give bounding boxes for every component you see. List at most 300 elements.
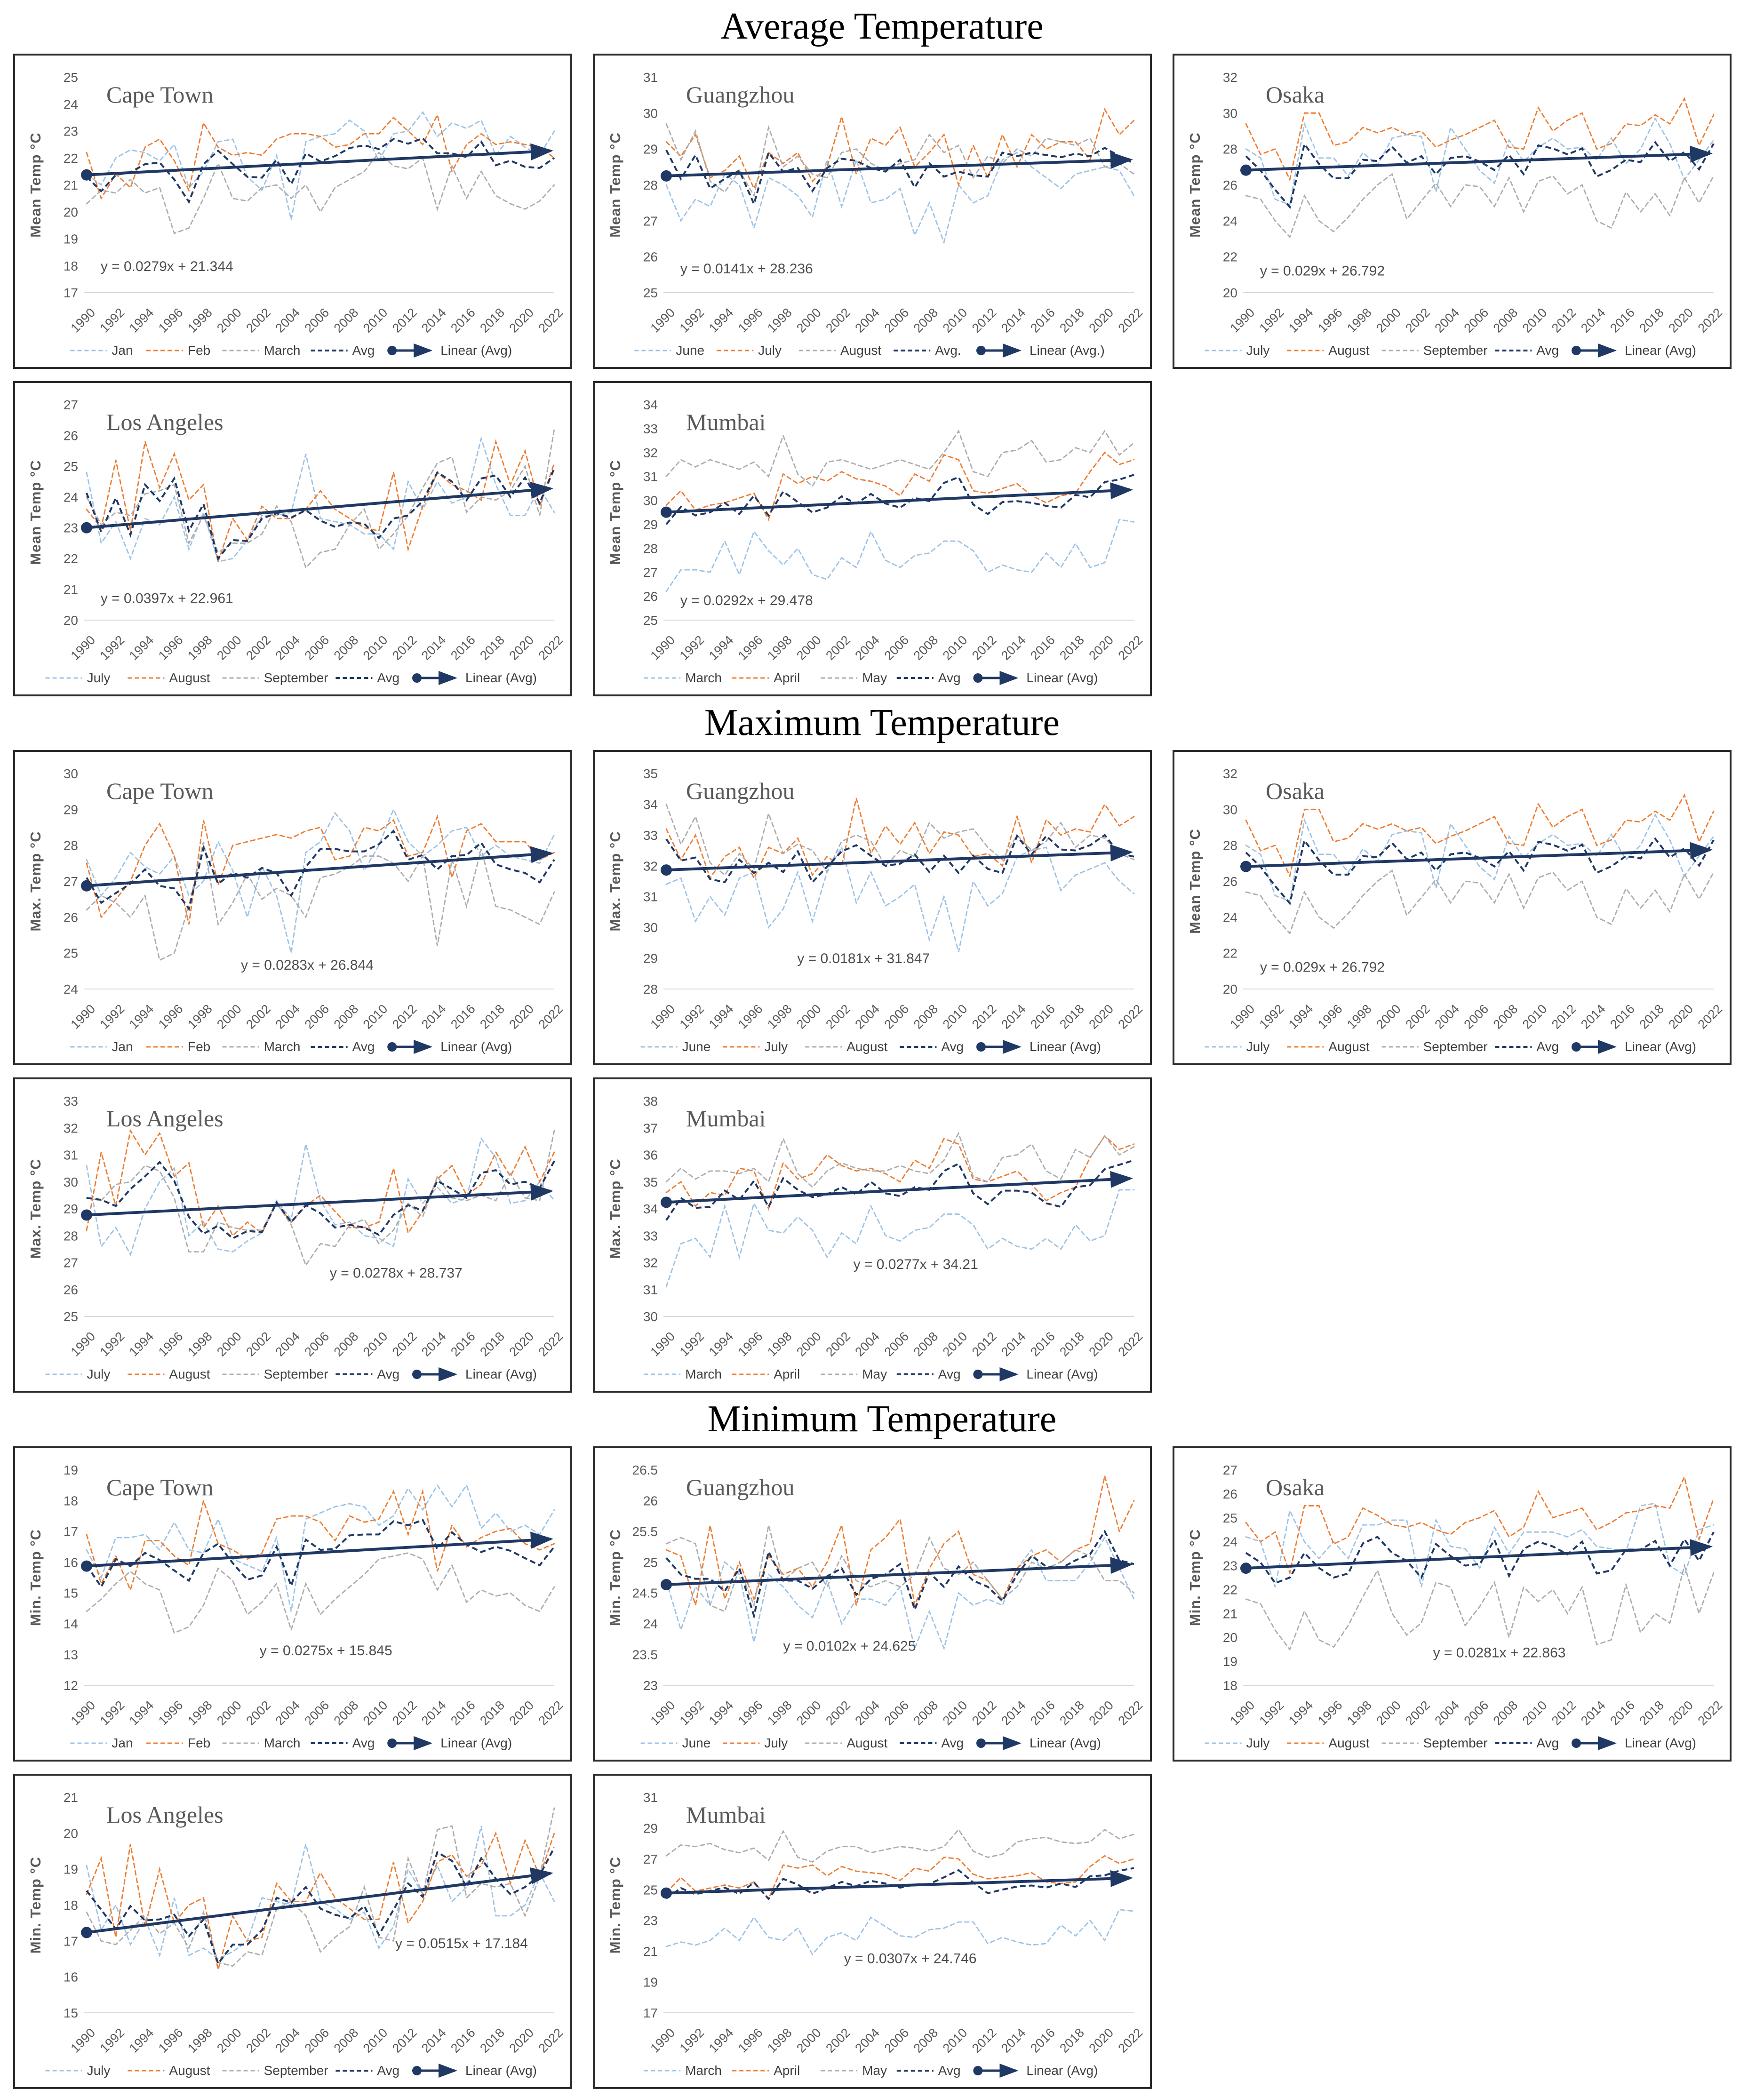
x-tick-label: 2014 — [998, 1002, 1029, 1032]
legend-label: June — [682, 1039, 711, 1054]
y-tick-label: 30 — [63, 766, 78, 781]
x-tick-label: 2012 — [389, 1002, 420, 1032]
x-tick-label: 2016 — [1028, 2025, 1058, 2056]
y-tick-label: 26 — [1222, 1486, 1237, 1501]
y-axis-label: Max. Temp °C — [27, 1158, 44, 1259]
x-tick-label: 2004 — [1432, 1002, 1462, 1032]
legend-label: September — [263, 670, 328, 685]
y-tick-label: 24 — [63, 982, 78, 997]
x-tick-label: 1998 — [765, 1329, 795, 1359]
y-tick-label: 38 — [643, 1094, 658, 1108]
trend-start-dot — [661, 1888, 672, 1899]
y-tick-label: 27 — [643, 1851, 658, 1866]
chart-svg-avg-cape-town — [15, 56, 570, 367]
x-tick-label: 2000 — [214, 2025, 244, 2056]
y-tick-label: 20 — [63, 1826, 78, 1841]
y-tick-label: 20 — [1222, 286, 1237, 300]
legend-label: Avg — [938, 670, 961, 685]
chart-title: Guangzhou — [686, 778, 795, 804]
legend-label: Linear (Avg) — [1625, 1736, 1697, 1750]
chart-max-osaka — [1173, 750, 1732, 1065]
x-tick-label: 2010 — [940, 305, 970, 335]
chart-svg-max-guangzhou — [595, 752, 1150, 1063]
x-tick-label: 2018 — [1057, 2025, 1087, 2056]
series-line-september — [87, 1131, 554, 1265]
y-tick-label: 32 — [1222, 70, 1237, 85]
x-tick-label: 2012 — [969, 1329, 999, 1359]
x-tick-label: 2022 — [535, 1329, 566, 1359]
x-tick-label: 2008 — [910, 1698, 941, 1728]
y-tick-label: 27 — [63, 398, 78, 412]
chart-svg-max-osaka — [1174, 752, 1730, 1063]
legend-label: Avg — [377, 1367, 400, 1381]
legend-label: July — [764, 1039, 788, 1054]
x-tick-label: 1994 — [706, 1329, 736, 1359]
x-tick-label: 2014 — [998, 2025, 1029, 2056]
chart-svg-min-los-angeles — [15, 1776, 570, 2087]
legend-label: Avg — [941, 1039, 964, 1054]
chart-avg-los-angeles — [13, 381, 572, 696]
legend-label: Avg — [352, 1039, 375, 1054]
trend-start-dot — [81, 169, 92, 181]
x-tick-label: 2014 — [419, 2025, 449, 2056]
legend-label: Jan — [112, 343, 133, 358]
y-tick-label: 33 — [643, 828, 658, 843]
legend-label: July — [87, 2063, 111, 2078]
x-tick-label: 2002 — [243, 1329, 273, 1359]
x-tick-label: 2000 — [214, 1698, 244, 1728]
y-axis-label: Min. Temp °C — [27, 1529, 44, 1627]
legend-label: April — [774, 1367, 800, 1381]
x-tick-label: 2012 — [389, 1698, 420, 1728]
y-tick-label: 23 — [643, 1913, 658, 1928]
legend-label: Feb — [188, 1039, 211, 1054]
x-tick-label: 1990 — [68, 1698, 98, 1728]
y-tick-label: 35 — [643, 766, 658, 781]
y-axis-label: Mean Temp °C — [27, 460, 44, 565]
trend-equation: y = 0.0277x + 34.21 — [853, 1257, 978, 1273]
y-tick-label: 27 — [643, 565, 658, 580]
y-axis-label: Mean Temp °C — [607, 132, 623, 238]
y-tick-label: 37 — [643, 1121, 658, 1136]
y-tick-label: 28 — [643, 982, 658, 997]
y-tick-label: 21 — [63, 1790, 78, 1805]
x-tick-label: 2016 — [1028, 1002, 1058, 1032]
x-tick-label: 1992 — [677, 305, 707, 335]
y-tick-label: 30 — [643, 920, 658, 935]
chart-avg-cape-town — [13, 54, 572, 369]
x-tick-label: 1992 — [677, 1002, 707, 1032]
x-tick-label: 2018 — [477, 1698, 507, 1728]
legend-label: April — [774, 2063, 800, 2078]
y-tick-label: 28 — [643, 178, 658, 192]
legend-label: Linear (Avg) — [1625, 1039, 1697, 1054]
x-tick-label: 1994 — [706, 2025, 736, 2056]
y-tick-label: 16 — [63, 1555, 78, 1570]
x-tick-label: 2008 — [1490, 1698, 1521, 1728]
series-line-march — [666, 1910, 1134, 1954]
x-tick-label: 1992 — [1256, 305, 1287, 335]
y-tick-label: 28 — [63, 838, 78, 853]
trend-start-dot — [81, 1561, 92, 1572]
chart-svg-max-los-angeles — [15, 1079, 570, 1391]
x-tick-label: 1990 — [647, 1002, 678, 1032]
x-tick-label: 1994 — [126, 1698, 157, 1728]
x-tick-label: 2020 — [506, 1329, 537, 1359]
x-tick-label: 1990 — [647, 2025, 678, 2056]
x-tick-label: 2006 — [1461, 1698, 1492, 1728]
x-tick-label: 2002 — [1403, 1698, 1433, 1728]
x-tick-label: 1998 — [765, 1002, 795, 1032]
series-line-avg — [87, 468, 554, 558]
chart-svg-max-cape-town — [15, 752, 570, 1063]
legend-label: August — [169, 2063, 210, 2078]
y-axis-label: Mean Temp °C — [1187, 132, 1203, 238]
x-tick-label: 1998 — [185, 1698, 215, 1728]
x-tick-label: 2020 — [506, 1002, 537, 1032]
x-tick-label: 2000 — [214, 633, 244, 663]
x-tick-label: 2016 — [448, 1002, 478, 1032]
y-tick-label: 16 — [63, 1969, 78, 1985]
series-line-march — [87, 152, 554, 233]
chart-title: Guangzhou — [686, 1474, 795, 1500]
y-tick-label: 21 — [1222, 1606, 1237, 1621]
chart-min-guangzhou — [593, 1446, 1152, 1762]
section-title-average: Average Temperature — [720, 6, 1044, 47]
y-tick-label: 24 — [1222, 1534, 1237, 1549]
x-tick-label: 2014 — [998, 305, 1029, 335]
x-tick-label: 2006 — [1461, 1002, 1492, 1032]
chart-svg-min-osaka — [1174, 1448, 1730, 1760]
x-tick-label: 2002 — [823, 1002, 853, 1032]
x-tick-label: 1990 — [647, 1329, 678, 1359]
y-tick-label: 26 — [63, 910, 78, 925]
y-tick-label: 30 — [1222, 106, 1237, 121]
x-tick-label: 1996 — [1315, 1698, 1345, 1728]
x-tick-label: 2012 — [969, 2025, 999, 2056]
x-tick-label: 2010 — [940, 633, 970, 663]
y-tick-label: 22 — [63, 151, 78, 166]
chart-max-los-angeles — [13, 1077, 572, 1393]
charts-grid-average — [0, 54, 1764, 696]
x-tick-label: 2006 — [302, 305, 332, 335]
x-tick-label: 1992 — [1256, 1002, 1287, 1032]
x-tick-label: 2006 — [302, 1698, 332, 1728]
legend-label: May — [862, 1367, 887, 1381]
y-tick-label: 24 — [63, 97, 78, 112]
legend-label: Avg — [1536, 1736, 1559, 1750]
x-tick-label: 2000 — [794, 1329, 824, 1359]
y-axis-label: Min. Temp °C — [607, 1529, 623, 1627]
x-tick-label: 2010 — [360, 305, 391, 335]
chart-svg-min-cape-town — [15, 1448, 570, 1760]
trend-equation: y = 0.029x + 26.792 — [1260, 959, 1385, 975]
y-tick-label: 22 — [1222, 1582, 1237, 1597]
trend-equation: y = 0.0292x + 29.478 — [680, 592, 813, 608]
x-tick-label: 2010 — [360, 1329, 391, 1359]
x-tick-label: 2002 — [823, 2025, 853, 2056]
y-tick-label: 30 — [63, 1174, 78, 1189]
legend-label: July — [1246, 1736, 1270, 1750]
x-tick-label: 2016 — [448, 1698, 478, 1728]
x-tick-label: 2004 — [852, 633, 883, 663]
x-tick-label: 1996 — [1315, 1002, 1345, 1032]
y-tick-label: 25 — [643, 286, 658, 300]
legend-label: Linear (Avg) — [1026, 2063, 1098, 2078]
x-tick-label: 2008 — [1490, 305, 1521, 335]
x-tick-label: 2020 — [506, 633, 537, 663]
x-tick-label: 1994 — [126, 2025, 157, 2056]
y-tick-label: 34 — [643, 797, 658, 812]
x-tick-label: 2020 — [1086, 633, 1117, 663]
y-tick-label: 33 — [63, 1094, 78, 1108]
trend-line — [87, 489, 551, 528]
legend-label: July — [1246, 343, 1270, 358]
section-title-minimum: Minimum Temperature — [707, 1398, 1057, 1440]
chart-min-los-angeles — [13, 1774, 572, 2089]
y-tick-label: 28 — [1222, 142, 1237, 157]
series-line-september — [1246, 174, 1714, 237]
x-tick-label: 2012 — [389, 633, 420, 663]
legend-label: Jan — [112, 1039, 133, 1054]
x-tick-label: 2002 — [243, 2025, 273, 2056]
chart-title: Los Angeles — [106, 1802, 223, 1828]
x-tick-label: 2006 — [881, 633, 912, 663]
y-tick-label: 33 — [643, 421, 658, 436]
x-tick-label: 2020 — [506, 1698, 537, 1728]
x-tick-label: 1998 — [765, 2025, 795, 2056]
x-tick-label: 1994 — [126, 1002, 157, 1032]
legend-label: August — [1328, 1039, 1370, 1054]
x-tick-label: 2004 — [272, 1329, 303, 1359]
y-tick-label: 32 — [1222, 766, 1237, 781]
x-tick-label: 2002 — [243, 1002, 273, 1032]
x-tick-label: 2022 — [535, 633, 566, 663]
x-tick-label: 2008 — [331, 1329, 361, 1359]
x-tick-label: 1994 — [1285, 305, 1316, 335]
x-tick-label: 2010 — [940, 1002, 970, 1032]
section-maximum-temperature — [0, 703, 1764, 1393]
y-tick-label: 28 — [63, 1228, 78, 1244]
x-tick-label: 2010 — [360, 1698, 391, 1728]
legend-label: September — [1423, 1736, 1488, 1750]
x-tick-label: 1998 — [185, 1329, 215, 1359]
x-tick-label: 2020 — [1086, 1002, 1117, 1032]
x-tick-label: 2006 — [881, 1002, 912, 1032]
x-tick-label: 2004 — [852, 305, 883, 335]
chart-svg-min-mumbai — [595, 1776, 1150, 2087]
x-tick-label: 2000 — [794, 305, 824, 335]
x-tick-label: 2022 — [535, 305, 566, 335]
x-tick-label: 2014 — [998, 1329, 1029, 1359]
legend-label: Avg — [938, 2063, 961, 2078]
y-tick-label: 15 — [63, 2006, 78, 2020]
y-axis-label: Min. Temp °C — [1187, 1529, 1203, 1627]
x-tick-label: 2016 — [1028, 633, 1058, 663]
x-tick-label: 2002 — [243, 633, 273, 663]
x-tick-label: 2008 — [331, 1002, 361, 1032]
trend-start-dot — [81, 1927, 92, 1938]
x-tick-label: 2004 — [272, 1002, 303, 1032]
series-line-avg — [666, 1868, 1134, 1898]
y-tick-label: 21 — [63, 582, 78, 597]
y-tick-label: 15 — [63, 1586, 78, 1601]
y-tick-label: 20 — [63, 613, 78, 628]
y-tick-label: 29 — [643, 951, 658, 966]
y-tick-label: 30 — [1222, 802, 1237, 817]
legend-label: Linear (Avg) — [1026, 670, 1098, 685]
y-tick-label: 20 — [1222, 982, 1237, 997]
x-tick-label: 1998 — [185, 633, 215, 663]
y-tick-label: 18 — [63, 1898, 78, 1913]
x-tick-label: 2014 — [419, 305, 449, 335]
x-tick-label: 2006 — [302, 1002, 332, 1032]
x-tick-label: 2010 — [940, 1698, 970, 1728]
trend-equation: y = 0.0515x + 17.184 — [395, 1936, 528, 1952]
x-tick-label: 2002 — [243, 305, 273, 335]
x-tick-label: 2016 — [1028, 1329, 1058, 1359]
x-tick-label: 1990 — [647, 633, 678, 663]
charts-grid-minimum — [0, 1446, 1764, 2089]
y-tick-label: 24 — [643, 1617, 658, 1632]
chart-svg-min-guangzhou — [595, 1448, 1150, 1760]
x-tick-label: 1992 — [97, 1002, 128, 1032]
x-tick-label: 2000 — [214, 1002, 244, 1032]
x-tick-label: 1998 — [185, 305, 215, 335]
series-line-august — [87, 1131, 554, 1236]
x-tick-label: 2018 — [477, 1329, 507, 1359]
series-line-september — [1246, 870, 1714, 933]
y-tick-label: 25 — [63, 1309, 78, 1324]
x-tick-label: 2014 — [998, 633, 1029, 663]
legend-label: Linear (Avg) — [440, 1039, 512, 1054]
x-tick-label: 1990 — [68, 2025, 98, 2056]
x-tick-label: 2006 — [881, 1329, 912, 1359]
x-tick-label: 2004 — [1432, 1698, 1462, 1728]
x-tick-label: 2008 — [1490, 1002, 1521, 1032]
legend-label: August — [1328, 1736, 1370, 1750]
x-tick-label: 1994 — [126, 633, 157, 663]
x-tick-label: 2014 — [1578, 1002, 1608, 1032]
y-tick-label: 31 — [643, 889, 658, 904]
y-tick-label: 25 — [63, 946, 78, 961]
chart-title: Cape Town — [106, 81, 214, 108]
x-tick-label: 2012 — [389, 2025, 420, 2056]
x-tick-label: 2018 — [1057, 1329, 1087, 1359]
legend-label: August — [846, 1039, 888, 1054]
trend-equation: y = 0.0283x + 26.844 — [241, 957, 374, 973]
x-tick-label: 1998 — [1344, 1002, 1374, 1032]
x-tick-label: 2012 — [389, 305, 420, 335]
x-tick-label: 2006 — [881, 2025, 912, 2056]
x-tick-label: 2018 — [477, 633, 507, 663]
chart-title: Los Angeles — [106, 409, 223, 435]
series-line-september — [1246, 1566, 1714, 1650]
y-tick-label: 22 — [63, 551, 78, 566]
x-tick-label: 1990 — [647, 305, 678, 335]
x-tick-label: 1990 — [1227, 1002, 1258, 1032]
x-tick-label: 1998 — [185, 1002, 215, 1032]
x-tick-label: 2016 — [1607, 1002, 1637, 1032]
y-tick-label: 29 — [63, 802, 78, 817]
legend-label: June — [676, 343, 705, 358]
x-tick-label: 1992 — [97, 305, 128, 335]
x-tick-label: 1994 — [706, 305, 736, 335]
y-tick-label: 12 — [63, 1678, 78, 1693]
chart-avg-guangzhou — [593, 54, 1152, 369]
chart-title: Mumbai — [686, 409, 766, 435]
x-tick-label: 2002 — [1403, 1002, 1433, 1032]
x-tick-label: 2014 — [998, 1698, 1029, 1728]
x-tick-label: 2008 — [910, 633, 941, 663]
y-tick-label: 19 — [63, 1862, 78, 1877]
y-axis-label: Max. Temp °C — [607, 831, 623, 932]
y-tick-label: 23 — [63, 124, 78, 139]
x-tick-label: 2008 — [331, 633, 361, 663]
trend-start-dot — [661, 1579, 672, 1590]
y-tick-label: 21 — [643, 1944, 658, 1959]
x-tick-label: 1998 — [765, 305, 795, 335]
x-tick-label: 2002 — [1403, 305, 1433, 335]
series-line-march — [87, 842, 554, 960]
x-tick-label: 2022 — [1115, 1002, 1146, 1032]
y-tick-label: 18 — [63, 258, 78, 273]
x-tick-label: 1992 — [677, 633, 707, 663]
trend-equation: y = 0.0281x + 22.863 — [1433, 1645, 1566, 1661]
x-tick-label: 1996 — [735, 1329, 766, 1359]
y-tick-label: 32 — [643, 1255, 658, 1270]
y-tick-label: 34 — [643, 398, 658, 412]
x-tick-label: 2004 — [852, 2025, 883, 2056]
legend-label: July — [87, 1367, 111, 1381]
x-tick-label: 2010 — [940, 1329, 970, 1359]
y-axis-label: Min. Temp °C — [607, 1856, 623, 1954]
y-tick-label: 17 — [643, 2006, 658, 2020]
legend-label: July — [764, 1736, 788, 1750]
trend-start-dot — [81, 1209, 92, 1220]
x-tick-label: 1990 — [68, 633, 98, 663]
legend-label: Linear (Avg) — [465, 670, 537, 685]
x-tick-label: 2020 — [1086, 2025, 1117, 2056]
legend-label: Feb — [188, 1736, 211, 1750]
x-tick-label: 1998 — [1344, 1698, 1374, 1728]
y-tick-label: 30 — [643, 106, 658, 121]
series-line-july — [87, 439, 554, 562]
series-line-june — [666, 152, 1134, 242]
chart-min-osaka — [1173, 1446, 1732, 1762]
trend-equation: y = 0.0102x + 24.625 — [783, 1638, 916, 1654]
y-tick-label: 23.5 — [632, 1647, 658, 1662]
series-line-may — [666, 431, 1134, 486]
legend-label: July — [758, 343, 782, 358]
x-tick-label: 2018 — [1057, 1698, 1087, 1728]
series-line-july — [666, 110, 1134, 189]
y-tick-label: 32 — [63, 1121, 78, 1136]
x-tick-label: 2014 — [419, 633, 449, 663]
x-tick-label: 2010 — [1519, 305, 1550, 335]
x-tick-label: 2020 — [506, 2025, 537, 2056]
x-tick-label: 1996 — [155, 1698, 186, 1728]
trend-equation: y = 0.0307x + 24.746 — [844, 1951, 977, 1967]
x-tick-label: 1990 — [68, 305, 98, 335]
y-tick-label: 30 — [643, 1309, 658, 1324]
x-tick-label: 2022 — [1695, 1002, 1725, 1032]
chart-max-mumbai — [593, 1077, 1152, 1393]
legend-label: Linear (Avg) — [465, 2063, 537, 2078]
x-tick-label: 2010 — [360, 2025, 391, 2056]
trend-start-dot — [1240, 861, 1252, 872]
y-tick-label: 24 — [1222, 214, 1237, 229]
